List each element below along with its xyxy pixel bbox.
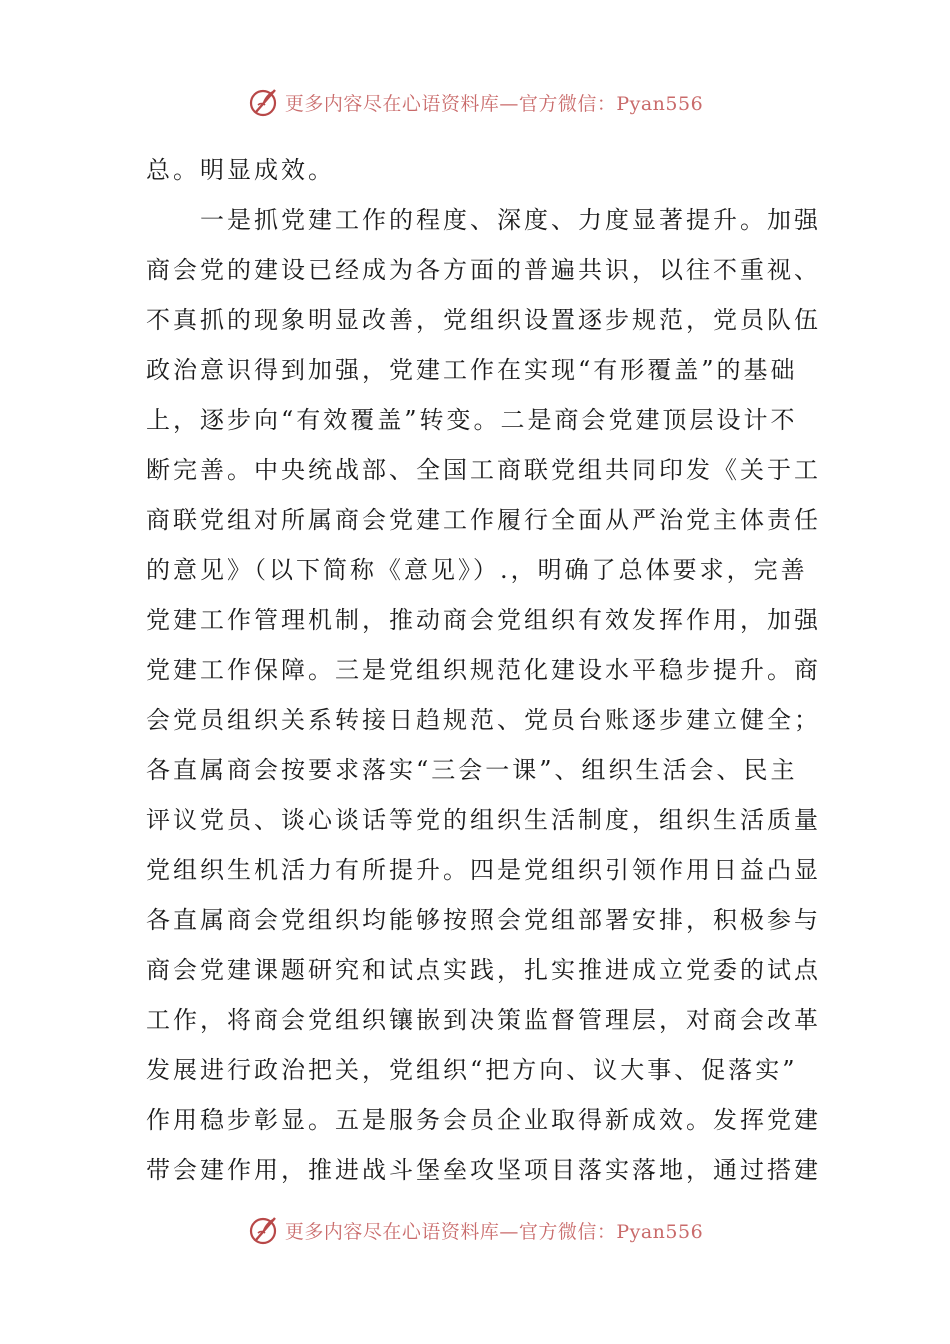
body-line: 的意见》（以下简称《意见》）.，明确了总体要求，完善 <box>146 556 808 584</box>
body-line: 发展进行政治把关，党组织“把方向、议大事、促落实” <box>146 1056 798 1084</box>
body-line: 带会建作用，推进战斗堡垒攻坚项目落实落地，通过搭建 <box>146 1156 821 1184</box>
body-line: 总。明显成效。 <box>146 156 335 184</box>
body-line: 评议党员、谈心谈话等党的组织生活制度，组织生活质量 <box>146 806 821 834</box>
header-watermark <box>0 82 950 122</box>
document-body <box>146 145 821 1195</box>
footer-watermark <box>0 1210 950 1250</box>
body-line: 一是抓党建工作的程度、深度、力度显著提升。加强 <box>200 206 821 234</box>
body-line: 政治意识得到加强，党建工作在实现“有形覆盖”的基础 <box>146 356 798 384</box>
body-line: 上，逐步向“有效覆盖”转变。二是商会党建顶层设计不 <box>146 406 798 434</box>
body-line: 各直属商会党组织均能够按照会党组部署安排，积极参与 <box>146 906 821 934</box>
watermark-text: 更多内容尽在心语资料库—官方微信：Pyan556 <box>284 1220 704 1243</box>
quill-logo-icon <box>247 85 281 119</box>
body-line: 各直属商会按要求落实“三会一课”、组织生活会、民主 <box>146 756 798 784</box>
watermark-text: 更多内容尽在心语资料库—官方微信：Pyan556 <box>284 92 704 115</box>
body-line: 党建工作保障。三是党组织规范化建设水平稳步提升。商 <box>146 656 821 684</box>
body-line: 作用稳步彰显。五是服务会员企业取得新成效。发挥党建 <box>146 1106 821 1134</box>
body-line: 工作，将商会党组织镶嵌到决策监督管理层，对商会改革 <box>146 1006 821 1034</box>
body-line: 商会党建课题研究和试点实践，扎实推进成立党委的试点 <box>146 956 821 984</box>
body-line: 党组织生机活力有所提升。四是党组织引领作用日益凸显 <box>146 856 821 884</box>
body-line: 商联党组对所属商会党建工作履行全面从严治党主体责任 <box>146 506 821 534</box>
body-line: 会党员组织关系转接日趋规范、党员台账逐步建立健全； <box>146 706 821 734</box>
body-line: 党建工作管理机制，推动商会党组织有效发挥作用，加强 <box>146 606 821 634</box>
body-line: 不真抓的现象明显改善，党组织设置逐步规范，党员队伍 <box>146 306 821 334</box>
quill-logo-icon <box>247 1213 281 1247</box>
body-line: 商会党的建设已经成为各方面的普遍共识，以往不重视、 <box>146 256 821 284</box>
body-line: 断完善。中央统战部、全国工商联党组共同印发《关于工 <box>146 456 821 484</box>
